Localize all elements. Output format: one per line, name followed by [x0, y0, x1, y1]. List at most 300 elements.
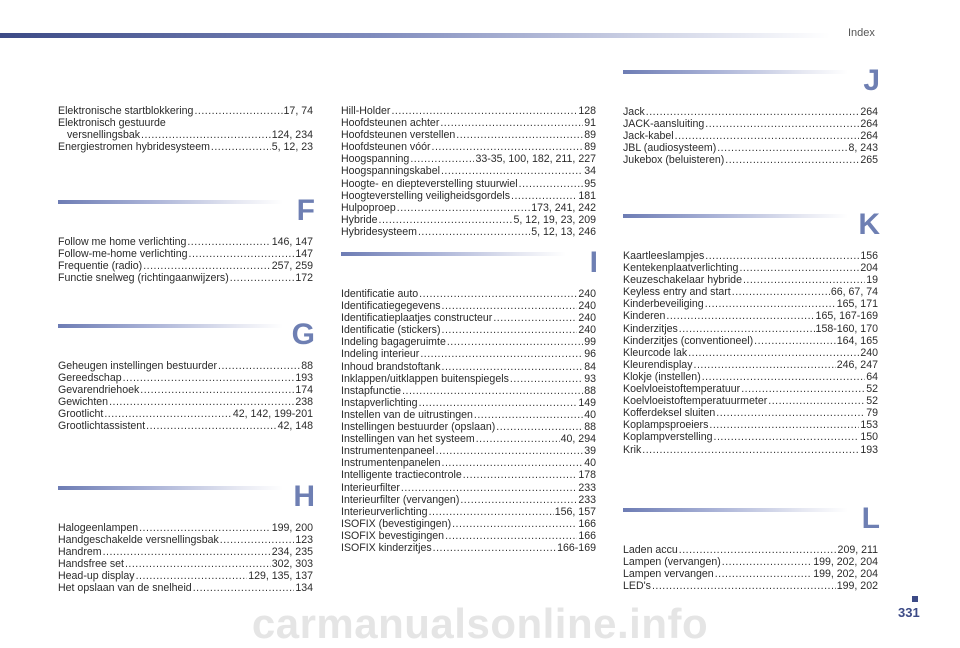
entry-pages: 19: [866, 274, 878, 287]
entry-term: Hoofdsteunen achter: [341, 117, 440, 130]
index-entry[interactable]: [58, 272, 313, 284]
dot-leader: [139, 522, 271, 534]
entry-term: Halogeenlampen: [58, 522, 139, 534]
section-letter: F: [296, 194, 315, 227]
index-entry[interactable]: [58, 522, 313, 534]
index-entry[interactable]: [623, 274, 878, 286]
entry-term: Kofferdeksel sluiten: [623, 407, 716, 420]
entry-pages: 40: [584, 457, 596, 470]
index-entry[interactable]: [623, 286, 878, 298]
index-entry[interactable]: [341, 153, 596, 165]
entry-pages: 5, 12, 13, 246: [531, 225, 596, 238]
dot-leader: [103, 546, 271, 558]
dot-leader: [688, 347, 859, 359]
dot-leader: [218, 360, 300, 372]
index-entry[interactable]: [623, 142, 878, 154]
entry-pages: 156: [860, 250, 878, 262]
index-entry[interactable]: [623, 262, 878, 274]
page-number: 331: [898, 605, 920, 620]
dot-leader: [493, 312, 577, 324]
index-entry-list: [623, 544, 878, 592]
index-entry[interactable]: [341, 190, 596, 202]
index-entry[interactable]: [623, 419, 878, 431]
index-entry[interactable]: [58, 236, 313, 248]
index-entry[interactable]: [58, 420, 313, 432]
entry-pages: 128: [578, 105, 596, 117]
index-entry[interactable]: [623, 431, 878, 443]
dot-leader: [445, 530, 577, 542]
entry-pages: 84: [584, 360, 596, 373]
index-entry[interactable]: [623, 335, 878, 347]
entry-pages: 17, 74: [283, 105, 313, 117]
entry-term: Indeling bagageruimte: [341, 336, 446, 349]
dot-leader: [433, 542, 556, 554]
entry-pages: 129, 135, 137: [248, 570, 313, 583]
entry-pages: 193: [860, 443, 878, 456]
index-entry[interactable]: [623, 154, 878, 166]
index-entry-list: [341, 288, 596, 554]
entry-pages: 240: [578, 288, 596, 300]
entry-pages: 52: [866, 383, 878, 396]
entry-term: Jack: [623, 106, 645, 118]
index-entry[interactable]: [623, 118, 878, 130]
entry-term: versnellingsbak: [67, 129, 141, 142]
entry-term: Jukebox (beluisteren): [623, 154, 725, 167]
entry-term: Lampen (vervangen): [623, 556, 721, 569]
entry-pages: 88: [301, 360, 313, 372]
dot-leader: [419, 288, 577, 300]
entry-term: Hoogspanningskabel: [341, 165, 440, 178]
index-entry[interactable]: [58, 372, 313, 384]
section-divider: [58, 486, 283, 490]
entry-pages: 238: [295, 396, 313, 409]
dot-leader: [402, 385, 583, 397]
index-entry[interactable]: [341, 105, 596, 117]
dot-leader: [709, 419, 859, 431]
index-entry[interactable]: [623, 298, 878, 310]
entry-term: Hoogte- en diepteverstelling stuurwiel: [341, 177, 518, 190]
index-entry[interactable]: [58, 534, 313, 546]
index-entry-list: [58, 522, 313, 595]
index-entry-list: [58, 236, 313, 284]
entry-term: Inhoud brandstoftank: [341, 360, 441, 373]
entry-term: Keuzeschakelaar hybride: [623, 274, 742, 287]
entry-pages: 42, 142, 199-201: [232, 408, 313, 421]
index-entry[interactable]: [341, 445, 596, 457]
dot-leader: [725, 154, 859, 166]
header-gradient-bar: [0, 33, 830, 38]
entry-term: Interieurfilter (vervangen): [341, 493, 460, 506]
entry-pages: 166-169: [557, 541, 596, 554]
entry-pages: 33-35, 100, 182, 211, 227: [475, 153, 596, 166]
index-entry[interactable]: [623, 556, 878, 568]
index-entry[interactable]: [341, 373, 596, 385]
entry-pages: 150: [860, 431, 878, 444]
index-entry[interactable]: [58, 248, 313, 260]
entry-pages: 89: [584, 141, 596, 154]
entry-term: Instellingen van het systeem: [341, 433, 475, 446]
entry-term: Kentekenplaatverlichting: [623, 262, 739, 275]
dot-leader: [194, 105, 282, 117]
entry-pages: 99: [584, 336, 596, 349]
entry-pages: 153: [860, 419, 878, 432]
entry-pages: 123: [295, 534, 313, 547]
entry-pages: 66, 67, 74: [830, 286, 878, 299]
entry-term: Head-up display: [58, 570, 135, 583]
dot-leader: [123, 372, 295, 384]
index-entry[interactable]: [58, 570, 313, 582]
dot-leader: [732, 286, 830, 298]
index-entry[interactable]: [341, 506, 596, 518]
entry-pages: 199, 202, 204: [813, 568, 878, 581]
corner-marker: [912, 596, 918, 602]
entry-pages: 95: [584, 177, 596, 190]
entry-pages: 264: [860, 118, 878, 131]
entry-pages: 234, 235: [271, 546, 313, 559]
dot-leader: [220, 534, 295, 546]
entry-term: JBL (audiosysteem): [623, 142, 717, 155]
dot-leader: [694, 359, 836, 371]
index-entry[interactable]: [341, 117, 596, 129]
entry-term: Kleurcode lak: [623, 346, 688, 359]
dot-leader: [474, 409, 583, 421]
entry-term: Hybridesysteem: [341, 225, 417, 238]
entry-pages: 204: [860, 262, 878, 275]
index-entry[interactable]: [623, 359, 878, 371]
index-entry[interactable]: [341, 518, 596, 530]
index-entry[interactable]: [58, 396, 313, 408]
entry-pages: 181: [578, 189, 596, 202]
index-entry[interactable]: [341, 494, 596, 506]
index-entry[interactable]: [623, 444, 878, 456]
entry-term: Handsfree set: [58, 558, 124, 571]
entry-pages: 174: [295, 384, 313, 397]
index-entry-list: [623, 106, 878, 166]
entry-pages: 158-160, 170: [815, 322, 878, 335]
entry-pages: 147: [295, 248, 313, 261]
entry-term: Jack-kabel: [623, 130, 674, 143]
entry-term: Handgeschakelde versnellingsbak: [58, 534, 219, 547]
index-entry[interactable]: [623, 544, 878, 556]
dot-leader: [463, 469, 578, 481]
index-entry[interactable]: [341, 129, 596, 141]
entry-pages: 264: [860, 106, 878, 118]
index-entry-list: [623, 250, 878, 456]
entry-term: ISOFIX kinderzitjes: [341, 541, 432, 554]
dot-leader: [193, 582, 295, 594]
index-entry[interactable]: [341, 288, 596, 300]
entry-term: Koplampsproeiers: [623, 419, 709, 432]
index-entry[interactable]: [341, 178, 596, 190]
section-divider: [623, 214, 848, 218]
entry-term: Follow-me-home verlichting: [58, 248, 188, 261]
entry-pages: 257, 259: [271, 260, 313, 273]
index-entry[interactable]: [58, 360, 313, 372]
index-entry[interactable]: [58, 546, 313, 558]
index-entry[interactable]: [623, 347, 878, 359]
index-entry[interactable]: [341, 421, 596, 433]
index-entry[interactable]: [623, 383, 878, 395]
entry-pages: 166: [578, 517, 596, 530]
entry-term: Geheugen instellingen bestuurder: [58, 360, 218, 372]
entry-term: Hulpoproep: [341, 201, 396, 214]
index-entry[interactable]: [623, 310, 878, 322]
entry-pages: 96: [584, 348, 596, 361]
dot-leader: [702, 371, 865, 383]
entry-term: Functie snelweg (richtingaanwijzers): [58, 272, 229, 285]
dot-leader: [436, 445, 584, 457]
dot-leader: [230, 272, 295, 284]
entry-term: Elektronisch gestuurde: [58, 117, 166, 130]
index-entry[interactable]: [341, 482, 596, 494]
entry-term: Inklappen/uitklappen buitenspiegels: [341, 372, 509, 385]
entry-pages: 34: [584, 165, 596, 178]
entry-term: Instellingen bestuurder (opslaan): [341, 421, 496, 434]
entry-pages: 265: [860, 154, 878, 167]
section-divider: [58, 324, 283, 328]
dot-leader: [716, 407, 865, 419]
entry-pages: 246, 247: [836, 358, 878, 371]
dot-leader: [140, 384, 294, 396]
index-entry[interactable]: [623, 568, 878, 580]
dot-leader: [441, 165, 583, 177]
entry-term: Hoofdsteunen vóór: [341, 141, 431, 154]
entry-term: Kaartleeslampjes: [623, 250, 705, 262]
entry-pages: 8, 243: [848, 142, 878, 155]
index-entry-list: [341, 105, 596, 238]
entry-term: Identificatieplaatjes constructeur: [341, 312, 493, 325]
section-letter: J: [863, 64, 880, 97]
entry-pages: 165, 171: [836, 298, 878, 311]
entry-term: Klokje (instellen): [623, 370, 701, 383]
dot-leader: [442, 457, 584, 469]
dot-leader: [754, 335, 836, 347]
entry-pages: 164, 165: [836, 334, 878, 347]
entry-pages: 178: [578, 469, 596, 482]
entry-pages: 240: [860, 346, 878, 359]
index-entry[interactable]: [341, 385, 596, 397]
dot-leader: [432, 141, 584, 153]
index-entry[interactable]: [341, 336, 596, 348]
index-entry[interactable]: [341, 165, 596, 177]
dot-leader: [141, 129, 271, 141]
index-entry[interactable]: [341, 226, 596, 238]
entry-term: Frequentie (radio): [58, 260, 143, 273]
entry-term: Identificatie auto: [341, 288, 419, 300]
entry-term: Instrumentenpaneel: [341, 445, 435, 458]
entry-term: Interieurverlichting: [341, 505, 428, 518]
dot-leader: [717, 142, 847, 154]
dot-leader: [511, 190, 577, 202]
index-entry-list: [58, 105, 313, 153]
index-entry[interactable]: [341, 324, 596, 336]
index-entry[interactable]: [623, 250, 878, 262]
index-entry[interactable]: [341, 409, 596, 421]
dot-leader: [722, 556, 812, 568]
index-entry[interactable]: [58, 117, 313, 129]
index-entry[interactable]: [341, 433, 596, 445]
dot-leader: [452, 518, 577, 530]
index-entry[interactable]: [341, 348, 596, 360]
entry-pages: 149: [578, 396, 596, 409]
dot-leader: [391, 105, 577, 117]
dot-leader: [442, 361, 584, 373]
dot-leader: [714, 431, 860, 443]
entry-pages: 52: [866, 395, 878, 408]
index-entry[interactable]: [58, 141, 313, 153]
index-entry[interactable]: [341, 542, 596, 554]
entry-pages: 5, 12, 23: [271, 141, 313, 154]
entry-term: Lampen vervangen: [623, 568, 714, 581]
entry-pages: 88: [584, 421, 596, 434]
dot-leader: [519, 178, 584, 190]
index-entry[interactable]: [341, 469, 596, 481]
index-entry[interactable]: [58, 558, 313, 570]
entry-term: Keyless entry and start: [623, 286, 731, 299]
dot-leader: [109, 396, 294, 408]
section-divider: [623, 508, 848, 512]
index-entry[interactable]: [58, 260, 313, 272]
entry-pages: 166: [578, 529, 596, 542]
dot-leader: [136, 570, 248, 582]
index-entry[interactable]: [58, 105, 313, 117]
dot-leader: [440, 117, 583, 129]
entry-pages: 134: [295, 582, 313, 595]
entry-pages: 64: [866, 370, 878, 383]
entry-term: LED's: [623, 580, 651, 593]
index-entry[interactable]: [341, 397, 596, 409]
dot-leader: [420, 348, 583, 360]
entry-term: Laden accu: [623, 544, 678, 556]
entry-term: Instellen van de uitrustingen: [341, 408, 473, 421]
dot-leader: [419, 397, 578, 409]
dot-leader: [510, 373, 583, 385]
dot-leader: [379, 214, 513, 226]
entry-term: Instapfunctie: [341, 384, 402, 397]
entry-pages: 79: [866, 407, 878, 420]
entry-term: Kinderen: [623, 310, 666, 323]
index-entry[interactable]: [623, 580, 878, 592]
dot-leader: [447, 336, 583, 348]
entry-pages: 173, 241, 242: [531, 201, 596, 214]
dot-leader: [211, 141, 271, 153]
dot-leader: [397, 202, 530, 214]
dot-leader: [146, 420, 277, 432]
index-entry[interactable]: [623, 371, 878, 383]
section-letter: L: [861, 502, 880, 535]
entry-term: Identificatie (stickers): [341, 324, 441, 337]
entry-pages: 302, 303: [271, 558, 313, 571]
entry-pages: 240: [578, 312, 596, 325]
index-entry[interactable]: [58, 384, 313, 396]
entry-term: Hoofdsteunen verstellen: [341, 129, 456, 142]
dot-leader: [679, 323, 815, 335]
entry-term: Gevarendriehoek: [58, 384, 140, 397]
dot-leader: [741, 383, 865, 395]
dot-leader: [739, 262, 859, 274]
entry-term: Follow me home verlichting: [58, 236, 187, 248]
entry-term: Kinderzitjes: [623, 322, 678, 335]
entry-pages: 93: [584, 372, 596, 385]
entry-pages: 5, 12, 19, 23, 209: [513, 213, 596, 226]
dot-leader: [442, 300, 578, 312]
index-entry[interactable]: [341, 300, 596, 312]
section-divider: [58, 200, 283, 204]
entry-pages: 91: [584, 117, 596, 130]
index-entry[interactable]: [341, 530, 596, 542]
entry-term: Kinderbeveiliging: [623, 298, 704, 311]
index-entry[interactable]: [58, 582, 313, 594]
index-entry[interactable]: [341, 457, 596, 469]
index-entry[interactable]: [623, 106, 878, 118]
entry-term: Koelvloeistoftemperatuurmeter: [623, 395, 768, 408]
dot-leader: [768, 395, 865, 407]
entry-term: Krik: [623, 443, 642, 456]
entry-pages: 172: [295, 272, 313, 285]
entry-pages: 42, 148: [277, 420, 313, 433]
index-entry[interactable]: [58, 408, 313, 420]
index-entry[interactable]: [341, 312, 596, 324]
section-letter: K: [858, 208, 880, 241]
entry-pages: 264: [860, 130, 878, 143]
entry-pages: 88: [584, 384, 596, 397]
entry-pages: 165, 167-169: [815, 310, 878, 323]
dot-leader: [143, 260, 271, 272]
index-entry[interactable]: [341, 202, 596, 214]
entry-term: Indeling interieur: [341, 348, 420, 361]
index-entry[interactable]: [341, 214, 596, 226]
entry-term: Kleurendisplay: [623, 358, 693, 371]
entry-pages: 193: [295, 372, 313, 385]
entry-pages: 233: [578, 481, 596, 494]
entry-pages: 199, 202, 204: [813, 556, 878, 569]
dot-leader: [187, 236, 270, 248]
index-entry[interactable]: [623, 130, 878, 142]
entry-pages: 40, 294: [560, 433, 596, 446]
entry-term: JACK-aansluiting: [623, 118, 705, 131]
entry-term: Hybride: [341, 213, 378, 226]
dot-leader: [476, 433, 560, 445]
entry-pages: 146, 147: [271, 236, 313, 248]
dot-leader: [410, 153, 474, 165]
entry-pages: 124, 234: [271, 129, 313, 142]
index-entry[interactable]: [623, 323, 878, 335]
section-letter: G: [291, 318, 315, 351]
entry-term: Grootlicht: [58, 408, 104, 421]
entry-pages: 233: [578, 493, 596, 506]
index-entry[interactable]: [623, 395, 878, 407]
watermark: carmanualsonline.info: [251, 600, 709, 647]
index-entry[interactable]: [341, 361, 596, 373]
entry-pages: 240: [578, 324, 596, 337]
entry-term: Elektronische startblokkering: [58, 105, 194, 117]
dot-leader: [460, 494, 577, 506]
entry-term: ISOFIX bevestigingen: [341, 529, 445, 542]
dot-leader: [418, 226, 530, 238]
index-entry[interactable]: [58, 129, 313, 141]
dot-leader: [189, 248, 295, 260]
entry-term: Grootlichtassistent: [58, 420, 146, 433]
entry-term: Energiestromen hybridesysteem: [58, 141, 210, 154]
dot-leader: [496, 421, 583, 433]
index-entry[interactable]: [623, 407, 878, 419]
entry-term: Gewichten: [58, 396, 109, 409]
index-entry[interactable]: [341, 141, 596, 153]
dot-leader: [125, 558, 271, 570]
entry-term: Handrem: [58, 546, 102, 559]
entry-term: Interieurfilter: [341, 481, 400, 494]
entry-pages: 199, 202: [836, 580, 878, 593]
